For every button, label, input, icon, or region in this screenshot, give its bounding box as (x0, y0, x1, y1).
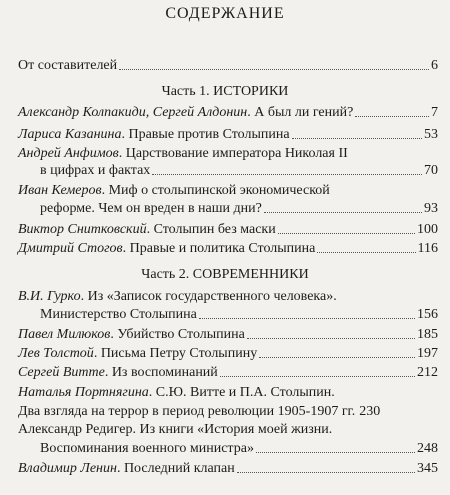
page-number: 70 (424, 163, 438, 178)
leader-dots (119, 68, 429, 70)
page-number: 7 (431, 105, 438, 120)
page-number: 53 (424, 127, 438, 142)
leader-dots (259, 356, 415, 358)
page-number: 197 (417, 346, 438, 361)
entry-title-cont: Министерство Столыпина (40, 307, 197, 322)
page-number: 212 (417, 365, 438, 380)
page-number: 248 (417, 441, 438, 456)
entry-title: . Столыпин без маски (146, 222, 276, 237)
entry-author: В.И. Гурко (18, 289, 81, 304)
entry-title-cont: Воспоминания военного министра» (40, 441, 254, 456)
toc-entry (18, 460, 438, 478)
entry-author: Владимир Ленин (18, 461, 117, 476)
page-number: 6 (431, 58, 438, 73)
entry-title: . Миф о столыпинской экономической (101, 183, 330, 198)
entry-title: От составителей (18, 58, 118, 73)
toc-entry-continuation (40, 200, 438, 218)
entry-title: . Убийство Столыпина (110, 327, 245, 342)
leader-dots (355, 115, 429, 117)
leader-dots (237, 471, 415, 473)
toc-entry-intro (18, 57, 438, 75)
part-heading: Часть 2. СОВРЕМЕННИКИ (141, 267, 309, 282)
entry-title: . Из «Записок государственного человека». (80, 289, 337, 304)
entry-title: . Правые против Столыпина (121, 127, 290, 142)
leader-dots (220, 375, 415, 377)
entry-author: Александр Колпакиди, Сергей Алдонин (18, 105, 248, 120)
leader-dots (199, 317, 415, 319)
entry-title: . Правые и политика Столыпина (122, 241, 316, 256)
entry-title-cont: реформе. Чем он вреден в наши дни? (40, 201, 262, 216)
page-number: 116 (417, 241, 438, 256)
entry-title: . Царствование императора Николая II (118, 146, 348, 161)
leader-dots (278, 232, 415, 234)
entry-title-cont: в цифрах и фактах (40, 163, 151, 178)
page-number: 230 (359, 404, 381, 419)
entry-author: Сергей Витте (18, 365, 105, 380)
toc-entry-continuation (40, 306, 438, 324)
leader-dots (264, 211, 422, 213)
toc-entry (18, 421, 438, 439)
toc-entry (18, 104, 438, 122)
entry-author: Павел Милюков (18, 327, 111, 342)
page-number: 93 (424, 201, 438, 216)
toc-entry-continuation (40, 440, 438, 458)
leader-dots (152, 173, 422, 175)
toc-entry (18, 182, 438, 200)
entry-author: Дмитрий Стогов (18, 241, 123, 256)
page-number: 185 (417, 327, 438, 342)
entry-title: . Последний клапан (116, 461, 235, 476)
entry-title: Александр Редигер. Из книги «История моей жизни. (18, 422, 333, 437)
toc-entry (18, 345, 438, 363)
toc-entry-continuation (18, 403, 438, 421)
entry-author: Виктор Снитковский (18, 222, 147, 237)
entry-title-cont: Два взгляда на террор в период революции 1905-1907 гг. (18, 404, 356, 419)
entry-author: Лариса Казанина (18, 127, 122, 142)
toc-entry (18, 288, 438, 306)
toc-entry (18, 364, 438, 382)
page-number: 100 (417, 222, 438, 237)
page-number: 345 (417, 461, 438, 476)
toc-entry (18, 326, 438, 344)
leader-dots (292, 137, 422, 139)
entry-author: Наталья Портнягина (18, 385, 149, 400)
toc-entry-continuation (40, 162, 438, 180)
page-title: СОДЕРЖАНИЕ (165, 5, 285, 22)
leader-dots (317, 251, 415, 253)
page-number: 156 (417, 307, 438, 322)
entry-author: Андрей Анфимов (18, 146, 119, 161)
toc-entry (18, 126, 438, 144)
entry-title: . А был ли гений? (247, 105, 354, 120)
toc-entry (18, 145, 438, 163)
leader-dots (256, 451, 415, 453)
toc-entry (18, 240, 438, 258)
entry-title: . Письма Петру Столыпину (93, 346, 258, 361)
entry-author: Лев Толстой (18, 346, 94, 361)
toc-entry (18, 384, 438, 402)
entry-title: . С.Ю. Витте и П.А. Столыпин. (148, 385, 335, 400)
part-heading: Часть 1. ИСТОРИКИ (161, 84, 289, 99)
leader-dots (247, 337, 415, 339)
toc-entry (18, 221, 438, 239)
entry-title: . Из воспоминаний (104, 365, 218, 380)
entry-author: Иван Кемеров (18, 183, 102, 198)
